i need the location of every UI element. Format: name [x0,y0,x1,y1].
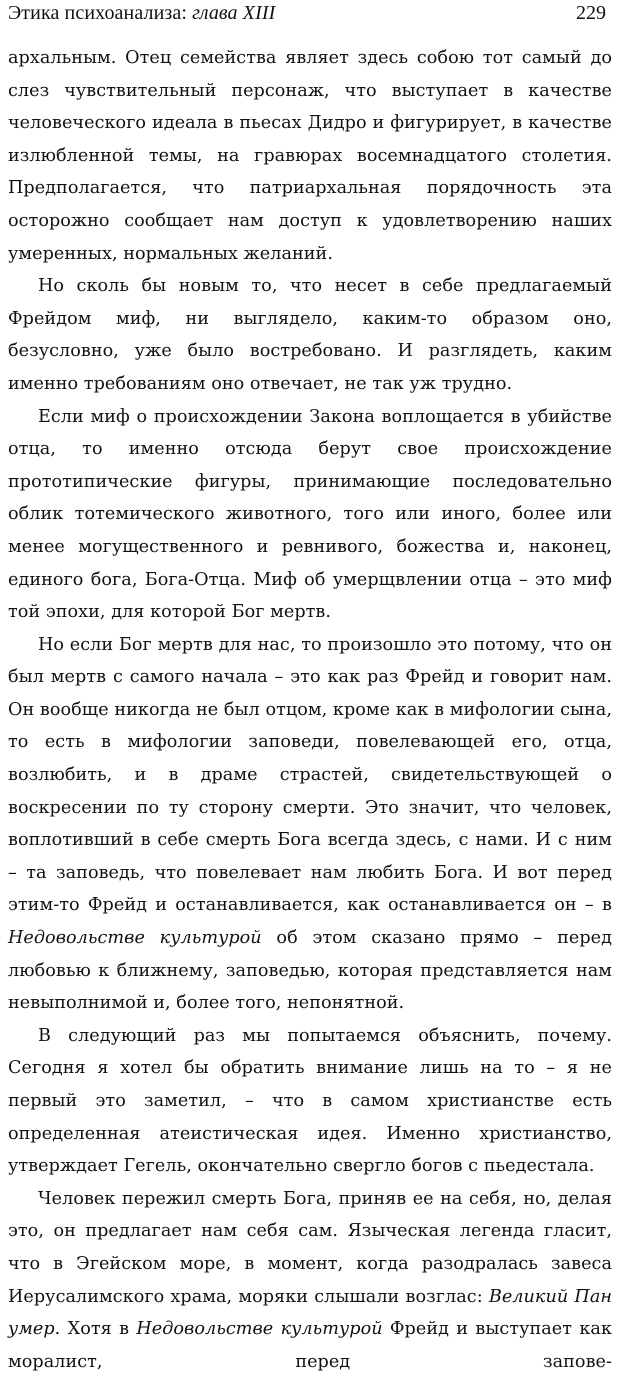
paragraph-4 [8,629,612,1020]
paragraph-text: В следующий раз мы попытаемся объяснить, почему. Сегодня я хотел бы обратить внимание лишь на то – я не первый это заметил, – что в самом христианстве есть определенная атеистическая идея. Именно христианство, утверждает Гегель, окончательно свергло богов с пьедестала. [8,1025,612,1177]
paragraph-text: архальным. Отец семейства являет здесь собою тот самый до слез чувствительный персонаж, что выступает в качестве человеческого идеала в пьесах Дидро и фигурирует, в качестве излюбленной темы, на гравюрах восемнадцатого столетия. Предполагается, что патриархальная порядочность эта осторожно сообщает нам доступ к удовлетворению наших умеренных, нормальных желаний. [8,48,612,264]
paragraph-text: Но если Бог мертв для нас, то произошло это потому, что он был мертв с самого начала – это как раз Фрейд и говорит нам. Он вообще никогда не был отцом, кроме как в мифологии сына, то есть в мифологии заповеди, повелевающей его, отца, возлюбить, и в драме страстей, свидетельствующей о воскресении по ту сторону смерти. Это значит, что человек, воплотивший в себе смерть Бога всегда здесь, с нами. И с ним – та заповедь, что повелевает нам любить Бога. И вот перед этим-то Фрейд и останавливается, как останавливается он – в [8,634,612,916]
paragraph-5 [8,1020,612,1183]
paragraph-text: Человек пережил смерть Бога, приняв ее на себя, но, делая это, он предлагает нам себя сам. Языческая легенда гласит, что в Эгейском море, в момент, когда разодралась завеса Иерусалимского храма, моряки слышали возглас: [8,1188,612,1307]
italic-book-title: Недовольстве культурой [8,928,262,949]
paragraph-2 [8,270,612,400]
paragraph-text: об этом сказано прямо – перед любовью к ближнему, заповедью, которая представляется нам невыполнимой и, более того, непонятной. [8,928,612,1014]
paragraph-text: Если миф о происхождении Закона воплощается в убийстве отца, то именно отсюда берут свое происхождение прототипические фигуры, принимающие последовательно облик тотемического животного, того или иного, более или менее могущественного и ревнивого, божества и, наконец, единого бога, Бога-Отца. Миф об умерщвлении отца – это миф той эпохи, для которой Бог мертв. [8,406,612,623]
paragraph-6 [8,1183,612,1378]
page-number: 229 [576,2,606,24]
paragraph-text: Но сколь бы новым то, что несет в себе предлагаемый Фрейдом миф, ни выглядело, каким-то образом оно, безусловно, уже было востребовано. И разглядеть, каким именно требованиям оно отвечает, не так уж трудно. [8,276,612,394]
paragraph-3 [8,401,612,629]
italic-book-title: Недовольстве культурой [136,1319,383,1340]
italic-quote: Великий Пан умер [8,1286,613,1340]
body-text [8,42,612,1378]
running-title [8,2,275,25]
running-head [8,0,612,40]
paragraph-1 [8,42,612,270]
running-title-prefix: Этика психоанализа: [8,2,193,24]
paragraph-text: Фрейд и выступает как моралист, перед запове- [8,1319,612,1372]
paragraph-text: . Хотя в [54,1319,137,1340]
running-title-chapter: глава XIII [192,2,276,24]
